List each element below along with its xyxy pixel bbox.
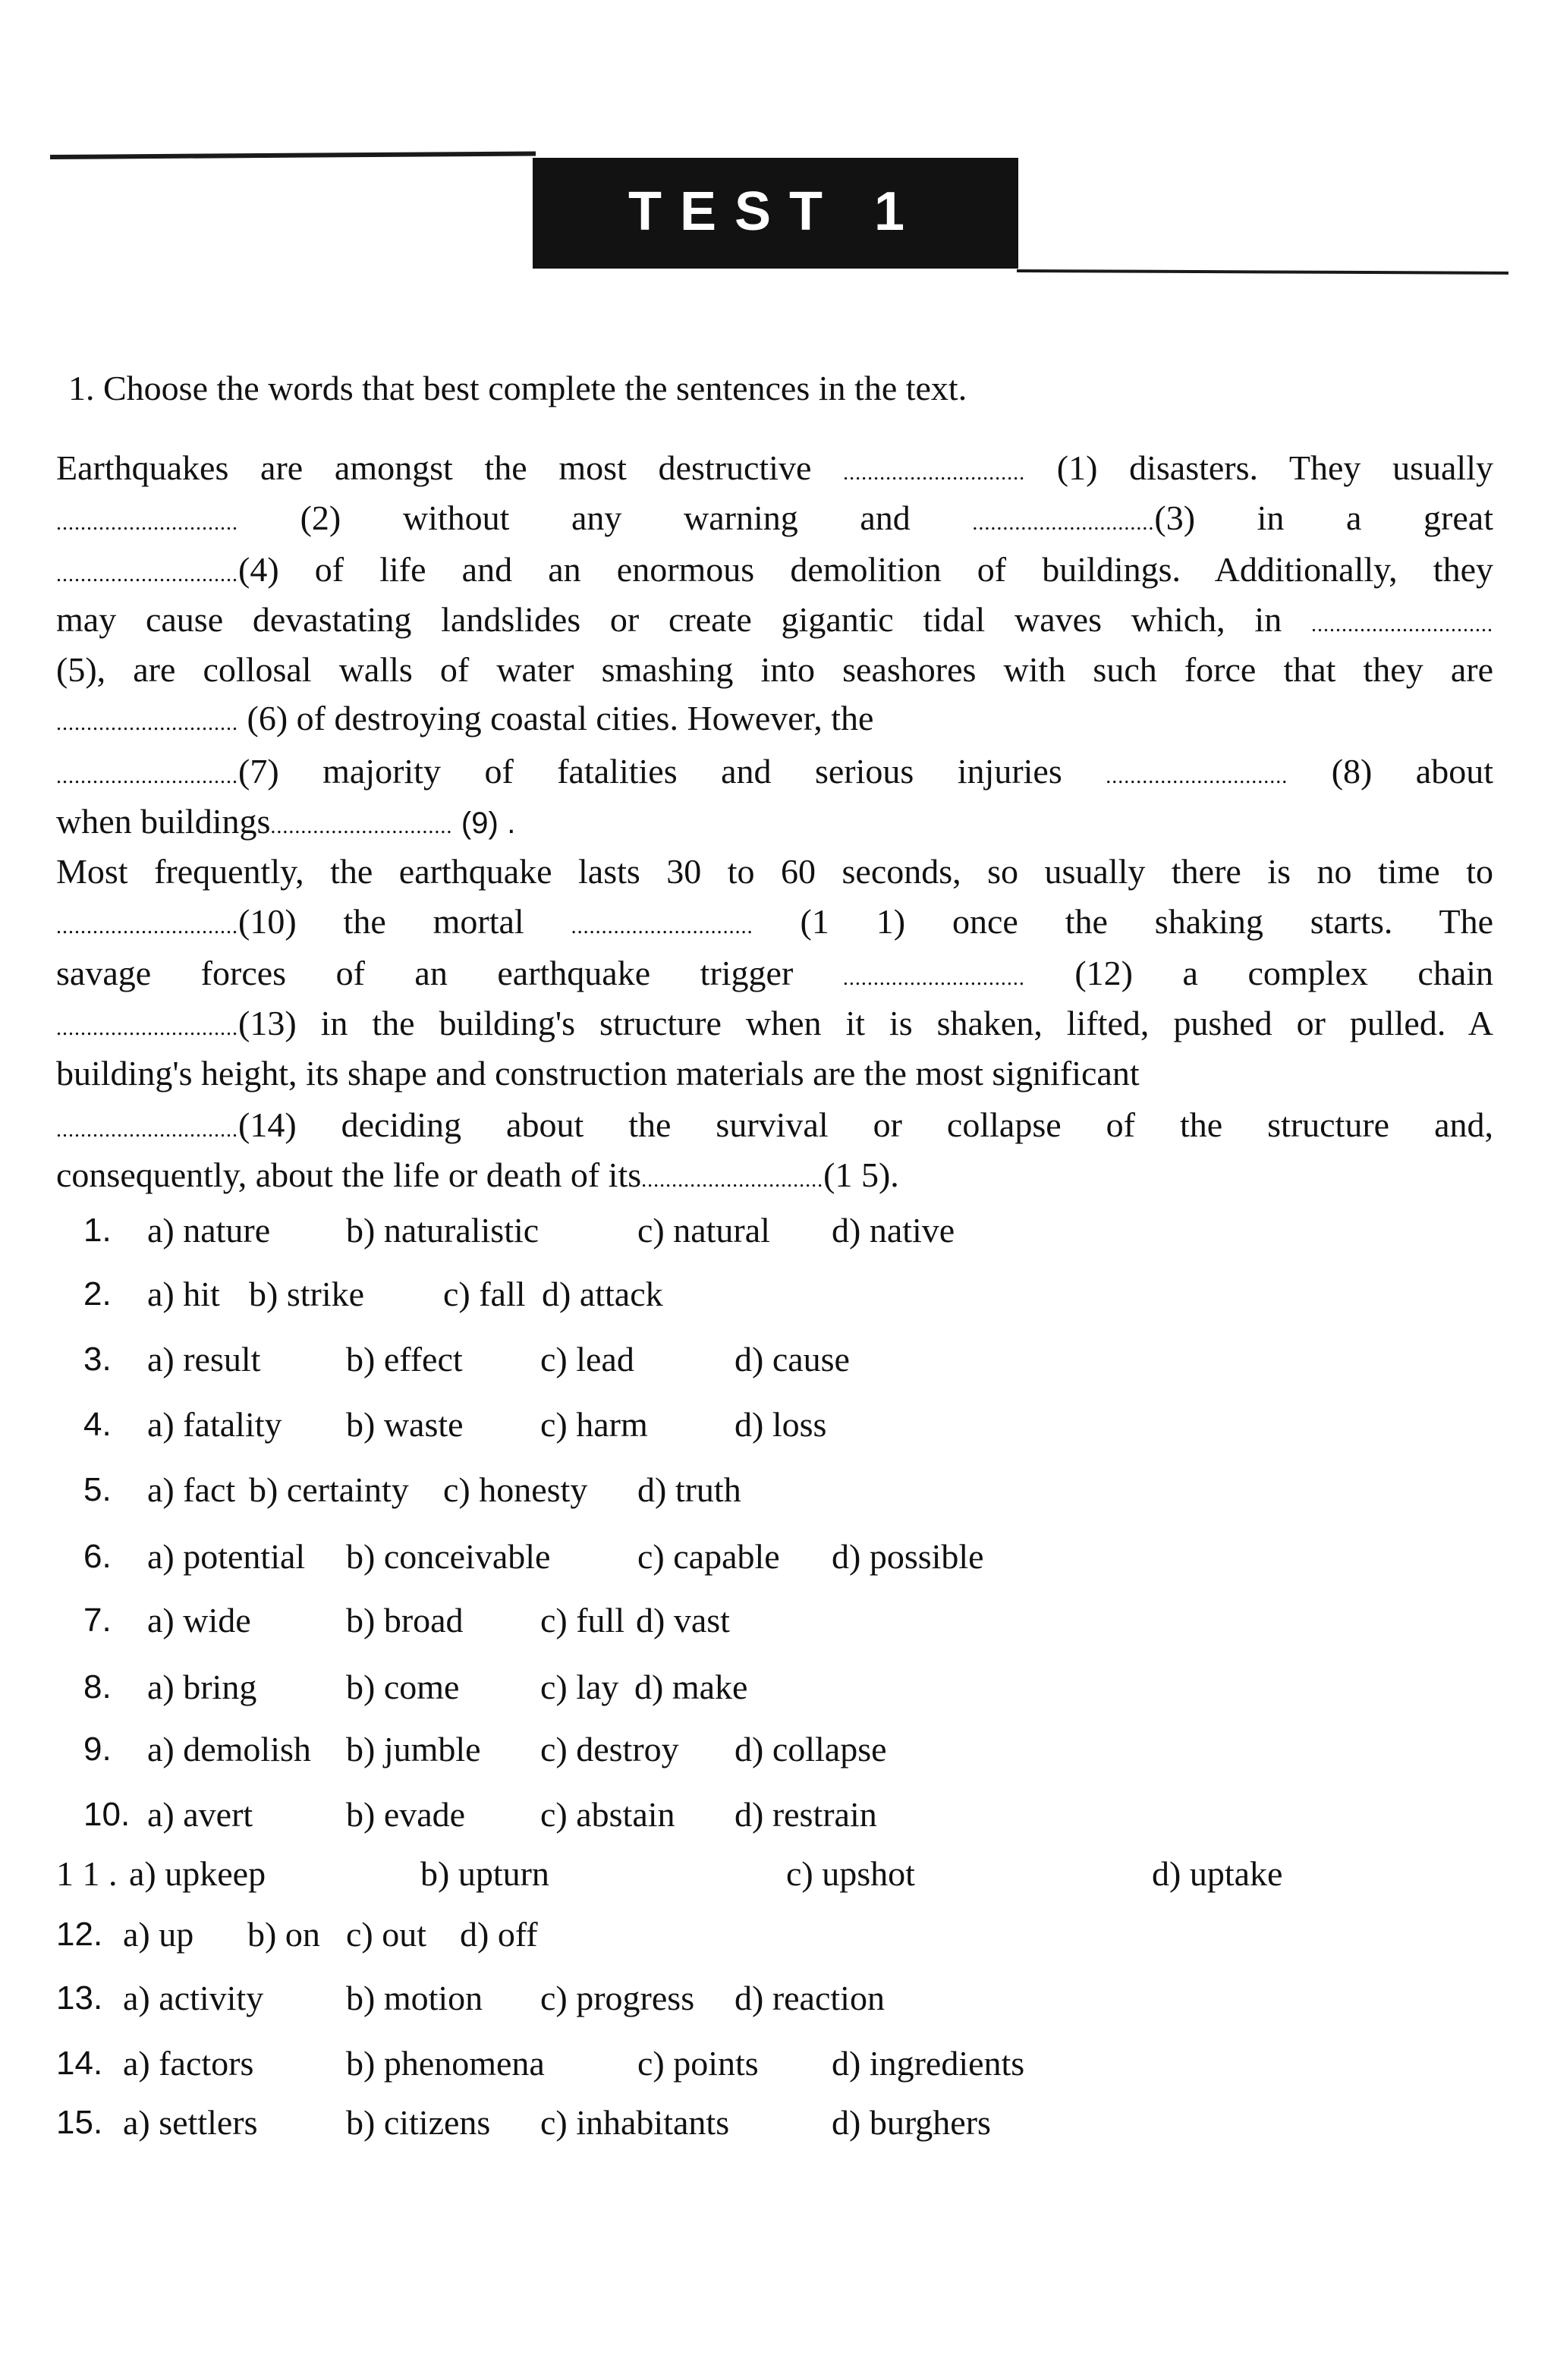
exercise-instruction: 1. Choose the words that best complete the sentences in the text. (68, 369, 967, 407)
option-2d[interactable]: d) attack (542, 1275, 663, 1313)
passage-line-3: ..............................(4) of life and an enormous demolition of buildings. Additionally, they (56, 550, 1493, 589)
option-4a[interactable]: a) fatality (147, 1405, 282, 1444)
option-10a[interactable]: a) avert (147, 1795, 253, 1834)
option-8a[interactable]: a) bring (147, 1668, 257, 1706)
option-3a[interactable]: a) result (147, 1340, 261, 1379)
option-14d[interactable]: d) ingredients (832, 2044, 1025, 2083)
passage-line-8: when buildings.............................. (9) . (56, 802, 516, 841)
option-6d[interactable]: d) possible (832, 1537, 984, 1576)
blank-9: .............................. (270, 815, 453, 838)
blank-4: .............................. (56, 563, 238, 586)
passage-line-4: may cause devastating landslides or create gigantic tidal waves which, in .............................. (56, 600, 1493, 639)
option-13c[interactable]: c) progress (540, 1979, 695, 2017)
page-title: TEST 1 (628, 181, 923, 242)
blank-6: .............................. (56, 712, 238, 735)
blank-12: .............................. (842, 967, 1025, 990)
option-5a[interactable]: a) fact (147, 1470, 236, 1509)
option-11b[interactable]: b) upturn (420, 1854, 549, 1893)
option-4c[interactable]: c) harm (540, 1405, 648, 1444)
option-12c[interactable]: c) out (346, 1915, 427, 1954)
passage-line-15: consequently, about the life or death of its..............................(1 5). (56, 1155, 899, 1194)
option-11c[interactable]: c) upshot (786, 1854, 915, 1893)
option-13b[interactable]: b) motion (346, 1979, 483, 2017)
passage-line-10: ..............................(10) the mortal .............................. (1 1) once the shaking starts. The (56, 902, 1493, 941)
passage-line-2: .............................. (2) without any warning and ..............................(3) in a great (56, 498, 1493, 537)
passage-line-6: .............................. (6) of destroying coastal cities. However, the (56, 699, 874, 737)
option-15a[interactable]: a) settlers (123, 2103, 258, 2142)
option-2a[interactable]: a) hit (147, 1275, 220, 1313)
option-row-15: 15. a) settlers b) citizens c) inhabitants d) burghers (56, 2100, 1493, 2146)
option-10b[interactable]: b) evade (346, 1795, 466, 1834)
option-7a[interactable]: a) wide (147, 1601, 251, 1640)
option-9a[interactable]: a) demolish (147, 1730, 311, 1768)
option-9d[interactable]: d) collapse (735, 1730, 887, 1768)
option-row-14: 14. a) factors b) phenomena c) points d) ingredients (56, 2041, 1493, 2086)
option-1a[interactable]: a) nature (147, 1211, 271, 1250)
option-7d[interactable]: d) vast (636, 1601, 730, 1640)
blank-7: .............................. (56, 765, 238, 788)
option-14c[interactable]: c) points (637, 2044, 759, 2083)
option-11d[interactable]: d) uptake (1152, 1854, 1283, 1893)
passage-line-13: building's height, its shape and construction materials are the most significant (56, 1054, 1140, 1093)
option-row-6: 6. a) potential b) conceivable c) capable d) possible (83, 1534, 1495, 1580)
option-6b[interactable]: b) conceivable (346, 1537, 551, 1576)
option-2c[interactable]: c) fall (443, 1275, 526, 1313)
blank-3: .............................. (972, 511, 1155, 535)
option-row-10: 10. a) avert b) evade c) abstain d) restrain (83, 1792, 1495, 1838)
option-10d[interactable]: d) restrain (735, 1795, 877, 1834)
option-1b[interactable]: b) naturalistic (346, 1211, 539, 1250)
option-7b[interactable]: b) broad (346, 1601, 464, 1640)
option-5c[interactable]: c) honesty (443, 1470, 588, 1509)
blank-2: .............................. (56, 511, 238, 535)
option-3c[interactable]: c) lead (540, 1340, 634, 1379)
header-rule-left (50, 152, 536, 159)
option-row-11: 1 1 . a) upkeep b) upturn c) upshot d) uptake (56, 1851, 1493, 1897)
option-11a[interactable]: a) upkeep (129, 1854, 266, 1893)
option-15d[interactable]: d) burghers (832, 2103, 991, 2142)
option-row-9: 9. a) demolish b) jumble c) destroy d) collapse (83, 1727, 1495, 1772)
option-row-1: 1. a) nature b) naturalistic c) natural d) native (83, 1208, 1495, 1253)
option-4b[interactable]: b) waste (346, 1405, 464, 1444)
blank-8: .............................. (1106, 765, 1288, 788)
option-row-3: 3. a) result b) effect c) lead d) cause (83, 1337, 1495, 1382)
option-8c[interactable]: c) lay (540, 1668, 619, 1706)
blank-14: .............................. (56, 1118, 238, 1142)
option-1d[interactable]: d) native (832, 1211, 955, 1250)
passage-line-12: ..............................(13) in the building's structure when it is shaken, lifted, pushed or pulled. A (56, 1004, 1493, 1042)
option-9c[interactable]: c) destroy (540, 1730, 679, 1768)
option-1c[interactable]: c) natural (637, 1211, 770, 1250)
option-3d[interactable]: d) cause (735, 1340, 850, 1379)
option-5b[interactable]: b) certainty (249, 1470, 409, 1509)
passage-line-9: Most frequently, the earthquake lasts 30 to 60 seconds, so usually there is no time to (56, 852, 1493, 891)
blank-13: .............................. (56, 1017, 238, 1040)
option-6a[interactable]: a) potential (147, 1537, 306, 1576)
option-row-12: 12. a) up b) on c) out d) off (56, 1912, 1493, 1957)
blank-5: .............................. (1311, 613, 1493, 637)
header-rule-right (1017, 269, 1508, 275)
option-9b[interactable]: b) jumble (346, 1730, 481, 1768)
passage-line-14: ..............................(14) deciding about the survival or collapse of the structure and, (56, 1105, 1493, 1144)
option-12b[interactable]: b) on (247, 1915, 320, 1954)
option-7c[interactable]: c) full (540, 1601, 625, 1640)
option-8d[interactable]: d) make (634, 1668, 748, 1706)
option-15c[interactable]: c) inhabitants (540, 2103, 730, 2142)
option-row-4: 4. a) fatality b) waste c) harm d) loss (83, 1402, 1495, 1448)
option-6c[interactable]: c) capable (637, 1537, 780, 1576)
option-5d[interactable]: d) truth (637, 1470, 741, 1509)
option-13a[interactable]: a) activity (123, 1979, 264, 2017)
option-12a[interactable]: a) up (123, 1915, 194, 1954)
blank-1: .............................. (843, 461, 1026, 485)
option-row-2: 2. a) hit b) strike c) fall d) attack (83, 1272, 1495, 1317)
option-14b[interactable]: b) phenomena (346, 2044, 545, 2083)
option-4d[interactable]: d) loss (735, 1405, 827, 1444)
option-10c[interactable]: c) abstain (540, 1795, 675, 1834)
passage-line-5: (5), are collosal walls of water smashing into seashores with such force that they are (56, 650, 1493, 689)
blank-11: .............................. (571, 915, 753, 938)
option-13d[interactable]: d) reaction (735, 1979, 885, 2017)
option-8b[interactable]: b) come (346, 1668, 460, 1706)
option-15b[interactable]: b) citizens (346, 2103, 491, 2142)
passage-line-1: Earthquakes are amongst the most destructive .............................. (1) disasters. They usually (56, 448, 1493, 487)
option-12d[interactable]: d) off (460, 1915, 538, 1954)
option-row-7: 7. a) wide b) broad c) full d) vast (83, 1598, 1495, 1643)
option-2b[interactable]: b) strike (249, 1275, 365, 1313)
blank-10: .............................. (56, 915, 238, 938)
option-row-5: 5. a) fact b) certainty c) honesty d) truth (83, 1467, 1495, 1513)
option-3b[interactable]: b) effect (346, 1340, 463, 1379)
blank-15: .............................. (641, 1168, 824, 1192)
passage-line-7: ..............................(7) majority of fatalities and serious injuries .............................. (8) about (56, 752, 1494, 791)
title-banner (533, 158, 1018, 269)
option-row-13: 13. a) activity b) motion c) progress d) reaction (56, 1976, 1493, 2021)
passage-line-11: savage forces of an earthquake trigger .............................. (12) a complex chain (56, 954, 1494, 992)
option-14a[interactable]: a) factors (123, 2044, 254, 2083)
option-row-8: 8. a) bring b) come c) lay d) make (83, 1665, 1495, 1710)
